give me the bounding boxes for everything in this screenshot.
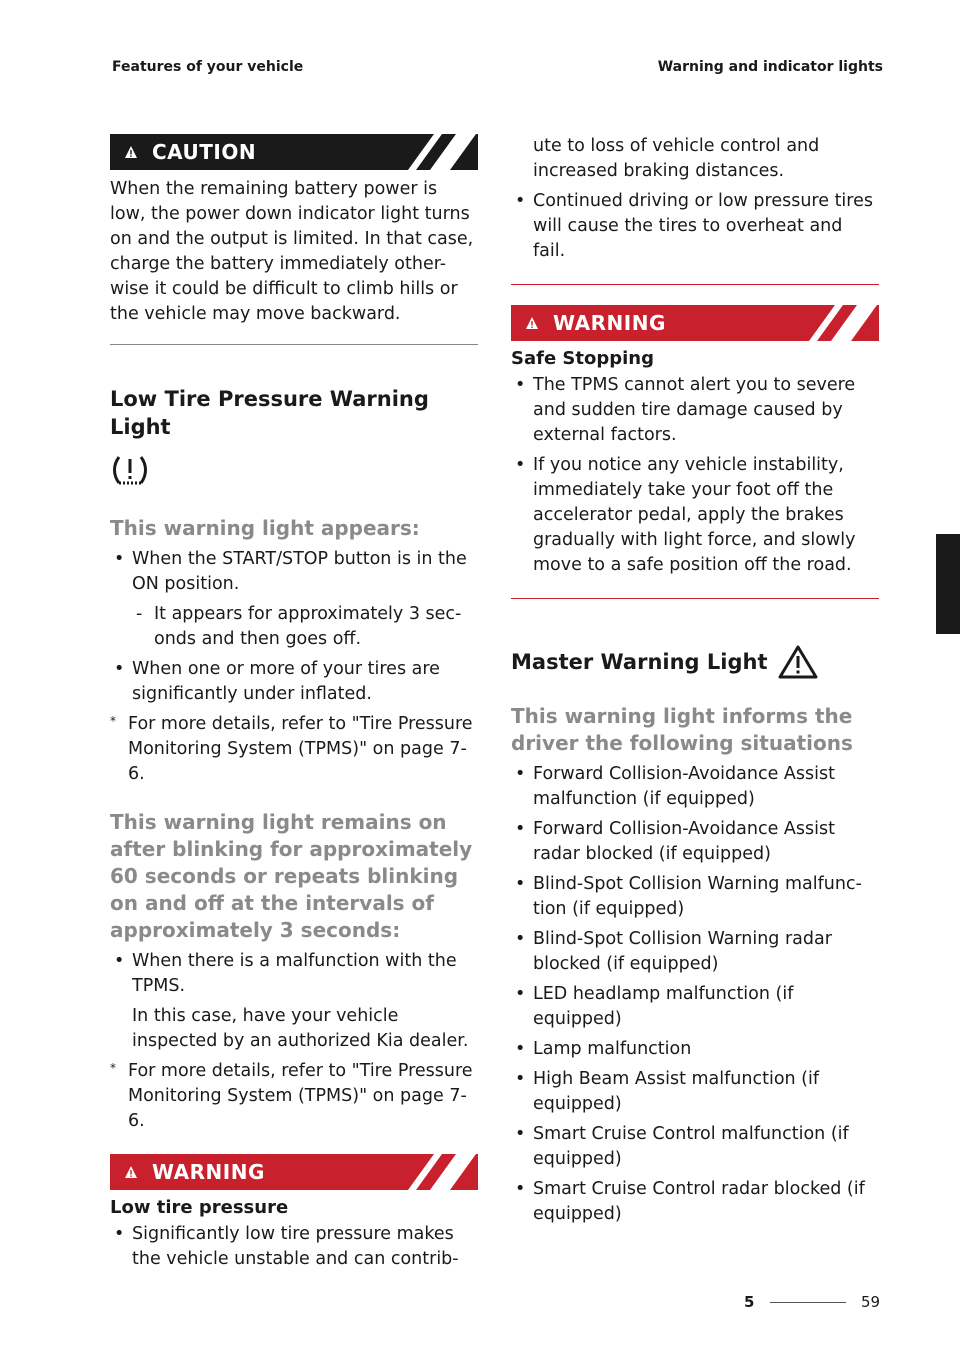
warning-list [511,373,879,578]
warning-subtitle: Safe Stopping [511,348,654,369]
warning-label: WARNING [152,1160,265,1184]
reference-note [110,712,478,787]
footnote-star: * [110,714,116,728]
list-item: - It appears for approximately 3 sec-onds and then goes off. [110,602,478,652]
master-title: Master Warning Light [511,650,768,674]
warning-subtitle: Low tire pressure [110,1197,289,1218]
caution-text: When the remaining battery power is low, the power down indicator light turns on and the output is limited. In that case, charge the battery immediately other-wise it could be difficult to climb hills or the vehicle may move backward. [110,179,474,324]
reference-note-text: For more details, refer to "Tire Pressure Monitoring System (TPMS)" on page 7-6. [128,714,473,784]
footer-chapter: 5 [744,1293,755,1311]
list-item-continuation: In this case, have your vehicle inspected by an authorized Kia dealer. [132,1006,469,1051]
list-item: • LED headlamp malfunction (if equipped) [511,982,879,1032]
list-item: • Blind-Spot Collision Warning radar blocked (if equipped) [511,927,879,977]
list-item: • Lamp malfunction [511,1037,879,1062]
alert-triangle-icon [525,316,539,330]
list-item: • Forward Collision-Avoidance Assist radar blocked (if equipped) [511,817,879,867]
master-title-row [511,645,879,679]
alert-triangle-icon [124,145,138,159]
list-item: • When the START/STOP button is in the ON position. [110,547,478,597]
list-item-text: ute to loss of vehicle control and increased braking distances. [533,136,820,181]
list-item: • Continued driving or low pressure tires will cause the tires to overheat and fail. [511,189,879,264]
warning-end-divider [511,598,879,599]
low-tire-title: Low Tire Pressure Warning Light [110,387,429,439]
right-column [511,134,879,1227]
footnote-star: * [110,1061,116,1075]
list-item: • Smart Cruise Control malfunction (if equipped) [511,1122,879,1172]
alert-triangle-icon [124,1165,138,1179]
tpms-warning-icon [110,451,478,493]
chapter-tab-number: 5 [940,606,954,628]
header-chapter-title: Warning and indicator lights [657,59,883,75]
warning-list-continued [511,134,879,264]
warning-list [110,1222,478,1272]
banner-stripes [809,305,879,341]
master-warning-triangle-icon [778,645,818,679]
caution-label: CAUTION [152,140,257,164]
reference-note [110,1059,478,1134]
list-item: • Blind-Spot Collision Warning malfunc-tion (if equipped) [511,872,879,922]
appears-list [110,547,478,707]
list-item: • Forward Collision-Avoidance Assist malfunction (if equipped) [511,762,879,812]
remains-list [110,949,478,1054]
warning-end-divider [511,284,879,285]
header-section-title: Features of your vehicle [112,59,304,75]
list-item: • Smart Cruise Control radar blocked (if equipped) [511,1177,879,1227]
list-item: • Significantly low tire pressure makes the vehicle unstable and can contrib- [110,1222,478,1272]
master-list [511,762,879,1227]
list-item-continuation [511,134,879,184]
list-item: • When one or more of your tires are significantly under inflated. [110,657,478,707]
remains-heading: This warning light remains on after blinking for approximately 60 seconds or repeats blinking on and off at the intervals of approximately 3 seconds: [110,810,473,942]
banner-stripes [408,1154,478,1190]
list-item [110,949,478,1054]
section-divider [110,344,478,345]
list-item: • High Beam Assist malfunction (if equipped) [511,1067,879,1117]
appears-heading: This warning light appears: [110,516,420,540]
caution-banner [110,134,478,170]
left-column [110,134,478,1272]
footer-divider [770,1302,846,1303]
banner-stripes [408,134,478,170]
list-item-text: When there is a malfunction with the TPMS. [132,951,457,996]
page-number: 59 [861,1293,881,1311]
reference-note-text: For more details, refer to "Tire Pressure Monitoring System (TPMS)" on page 7-6. [128,1061,473,1131]
warning-banner-low-tire [110,1154,478,1190]
list-item: • If you notice any vehicle instability, immediately take your foot off the accelerator pedal, apply the brakes gradually with light force, and slowly move to a safe position off the road. [511,453,879,578]
warning-label: WARNING [553,311,666,335]
master-heading: This warning light informs the driver the following situations [511,704,853,755]
warning-banner-safe-stopping [511,305,879,341]
list-item: • The TPMS cannot alert you to severe and sudden tire damage caused by external factors. [511,373,879,448]
